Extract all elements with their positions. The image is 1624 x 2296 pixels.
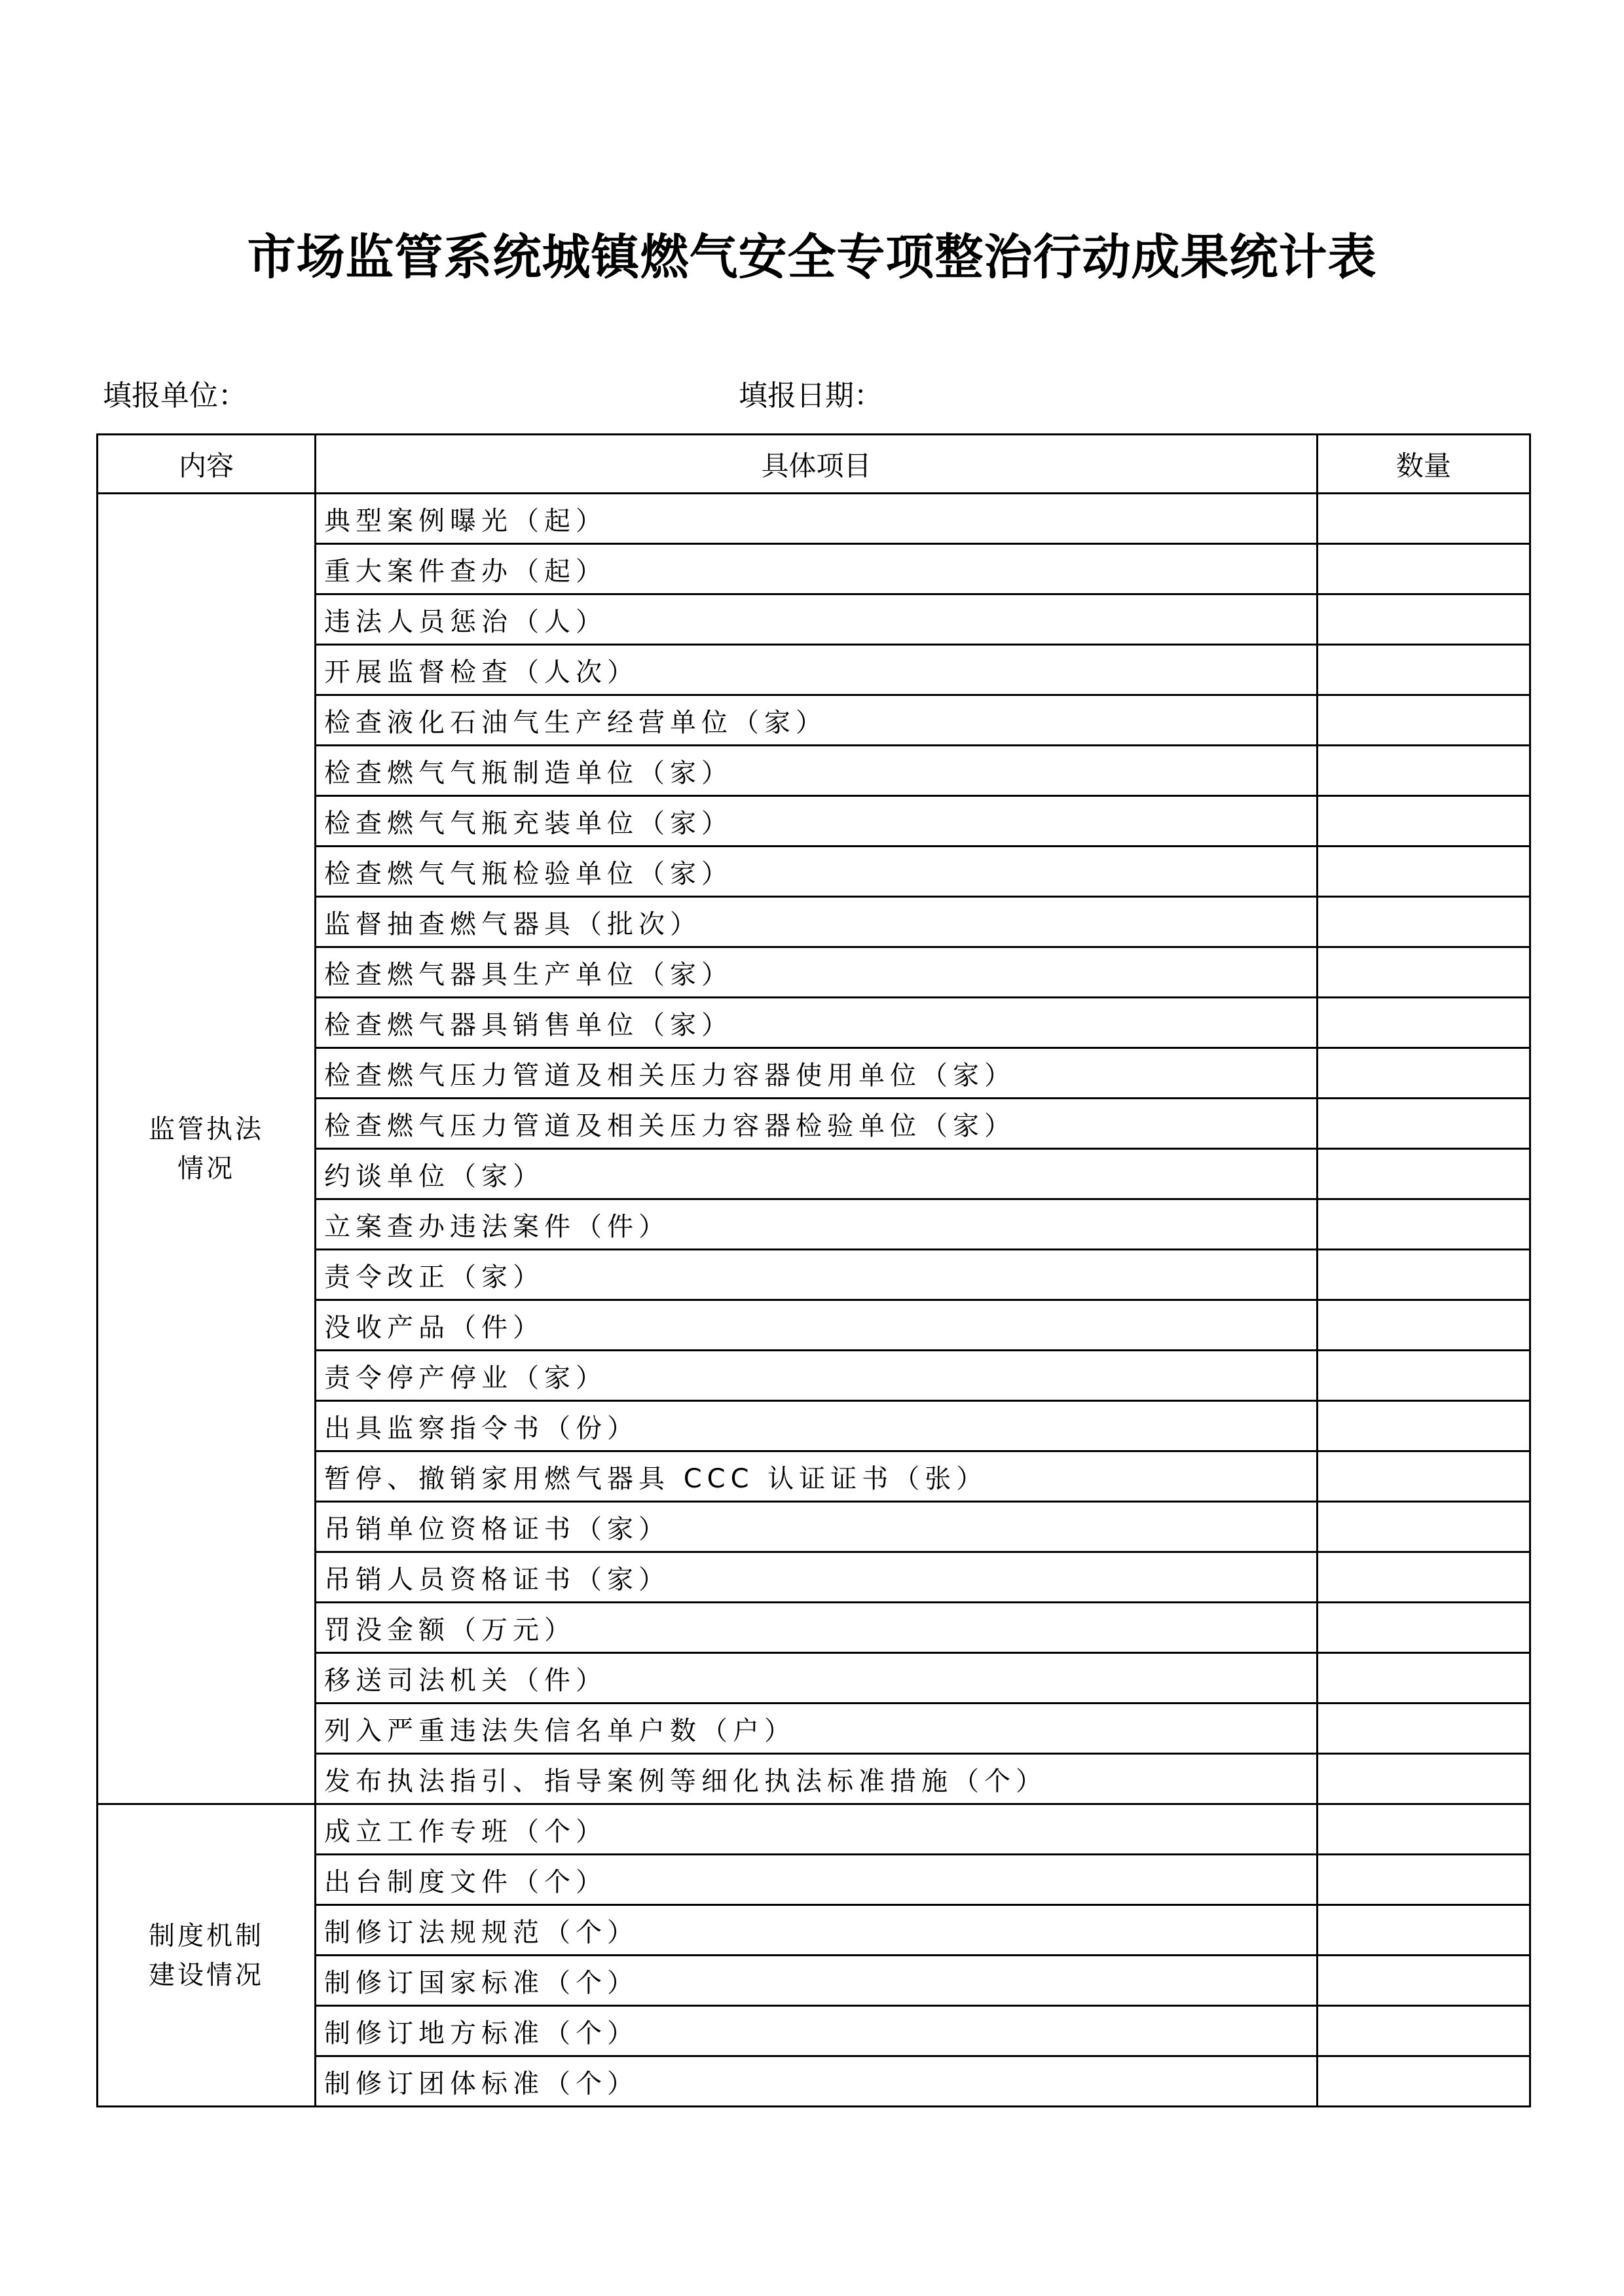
quantity-cell[interactable] xyxy=(1318,2056,1530,2107)
quantity-cell[interactable] xyxy=(1318,1603,1530,1653)
quantity-cell[interactable] xyxy=(1318,544,1530,594)
item-cell: 出具监察指令书（份） xyxy=(316,1401,1318,1451)
quantity-cell[interactable] xyxy=(1318,897,1530,947)
item-cell: 违法人员惩治（人） xyxy=(316,594,1318,645)
quantity-cell[interactable] xyxy=(1318,695,1530,746)
item-cell: 发布执法指引、指导案例等细化执法标准措施（个） xyxy=(316,1754,1318,1804)
item-cell: 吊销人员资格证书（家） xyxy=(316,1552,1318,1603)
quantity-cell[interactable] xyxy=(1318,494,1530,544)
item-cell: 吊销单位资格证书（家） xyxy=(316,1502,1318,1552)
table-header-row xyxy=(98,435,1530,494)
quantity-cell[interactable] xyxy=(1318,1804,1530,1855)
item-cell: 重大案件查办（起） xyxy=(316,544,1318,594)
quantity-cell[interactable] xyxy=(1318,796,1530,847)
item-cell: 检查燃气压力管道及相关压力容器使用单位（家） xyxy=(316,1048,1318,1099)
group-label-line: 建设情况 xyxy=(149,1959,264,1990)
quantity-cell[interactable] xyxy=(1318,1855,1530,1905)
quantity-cell[interactable] xyxy=(1318,1099,1530,1149)
quantity-cell[interactable] xyxy=(1318,1149,1530,1199)
item-cell: 没收产品（件） xyxy=(316,1300,1318,1351)
item-cell: 制修订法规规范（个） xyxy=(316,1905,1318,1956)
item-cell: 典型案例曝光（起） xyxy=(316,494,1318,544)
quantity-cell[interactable] xyxy=(1318,645,1530,695)
item-cell: 立案查办违法案件（件） xyxy=(316,1199,1318,1250)
quantity-cell[interactable] xyxy=(1318,594,1530,645)
quantity-cell[interactable] xyxy=(1318,1451,1530,1502)
item-cell: 约谈单位（家） xyxy=(316,1149,1318,1199)
quantity-cell[interactable] xyxy=(1318,998,1530,1048)
item-cell: 责令改正（家） xyxy=(316,1250,1318,1300)
header-quantity: 数量 xyxy=(1318,435,1530,494)
quantity-cell[interactable] xyxy=(1318,1199,1530,1250)
item-cell: 成立工作专班（个） xyxy=(316,1804,1318,1855)
group-label-line: 制度机制 xyxy=(149,1920,264,1951)
quantity-cell[interactable] xyxy=(1318,1351,1530,1401)
item-cell: 监督抽查燃气器具（批次） xyxy=(316,897,1318,947)
item-cell: 检查燃气气瓶检验单位（家） xyxy=(316,847,1318,897)
item-cell: 暂停、撤销家用燃气器具 CCC 认证证书（张） xyxy=(316,1451,1318,1502)
fill-date-label: 填报日期： xyxy=(739,379,883,412)
quantity-cell[interactable] xyxy=(1318,1552,1530,1603)
header-item: 具体项目 xyxy=(316,435,1318,494)
quantity-cell[interactable] xyxy=(1318,847,1530,897)
page-title: 市场监管系统城镇燃气安全专项整治行动成果统计表 xyxy=(247,229,1377,285)
item-cell: 制修订国家标准（个） xyxy=(316,1956,1318,2006)
group-label-line: 情况 xyxy=(177,1153,235,1184)
table-row xyxy=(98,1804,1530,1855)
quantity-cell[interactable] xyxy=(1318,1250,1530,1300)
quantity-cell[interactable] xyxy=(1318,2006,1530,2056)
item-cell: 检查液化石油气生产经营单位（家） xyxy=(316,695,1318,746)
item-cell: 检查燃气气瓶充装单位（家） xyxy=(316,796,1318,847)
header-content: 内容 xyxy=(98,435,316,494)
item-cell: 检查燃气器具销售单位（家） xyxy=(316,998,1318,1048)
table-row xyxy=(98,494,1530,544)
quantity-cell[interactable] xyxy=(1318,1956,1530,2006)
item-cell: 移送司法机关（件） xyxy=(316,1653,1318,1704)
item-cell: 检查燃气器具生产单位（家） xyxy=(316,947,1318,998)
group-label-line: 监管执法 xyxy=(149,1114,264,1144)
group-label-cell xyxy=(98,1804,316,2107)
fill-unit-label: 填报单位： xyxy=(103,379,247,412)
item-cell: 制修订地方标准（个） xyxy=(316,2006,1318,2056)
group-label-cell xyxy=(98,494,316,1804)
item-cell: 制修订团体标准（个） xyxy=(316,2056,1318,2107)
quantity-cell[interactable] xyxy=(1318,947,1530,998)
table-body xyxy=(98,494,1530,2107)
quantity-cell[interactable] xyxy=(1318,1704,1530,1754)
quantity-cell[interactable] xyxy=(1318,746,1530,796)
item-cell: 开展监督检查（人次） xyxy=(316,645,1318,695)
quantity-cell[interactable] xyxy=(1318,1048,1530,1099)
item-cell: 列入严重违法失信名单户数（户） xyxy=(316,1704,1318,1754)
item-cell: 罚没金额（万元） xyxy=(316,1603,1318,1653)
quantity-cell[interactable] xyxy=(1318,1905,1530,1956)
item-cell: 检查燃气气瓶制造单位（家） xyxy=(316,746,1318,796)
quantity-cell[interactable] xyxy=(1318,1401,1530,1451)
statistics-table xyxy=(96,433,1531,2107)
item-cell: 责令停产停业（家） xyxy=(316,1351,1318,1401)
item-cell: 检查燃气压力管道及相关压力容器检验单位（家） xyxy=(316,1099,1318,1149)
quantity-cell[interactable] xyxy=(1318,1754,1530,1804)
item-cell: 出台制度文件（个） xyxy=(316,1855,1318,1905)
quantity-cell[interactable] xyxy=(1318,1300,1530,1351)
quantity-cell[interactable] xyxy=(1318,1502,1530,1552)
quantity-cell[interactable] xyxy=(1318,1653,1530,1704)
